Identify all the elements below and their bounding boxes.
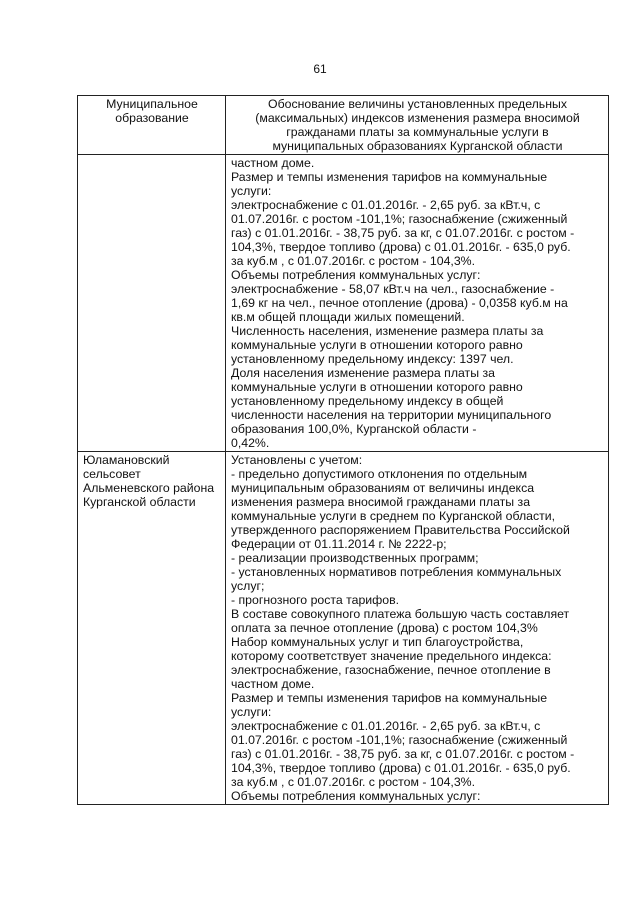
justification-line: Объемы потребления коммунальных услуг: [231, 268, 481, 282]
header-municipality [78, 96, 226, 155]
justification-line: коммунальные услуги в отношении которого равно [231, 338, 523, 352]
municipality-line: Курганской области [83, 495, 196, 509]
justification-line: 104,3%, твердое топливо (дрова) с 01.01.2016г. - 635,0 руб. [231, 240, 571, 254]
justification-line: Размер и темпы изменения тарифов на коммунальные [231, 691, 548, 705]
municipality-line: Альменевского района [83, 481, 215, 495]
justification-line: услуги: [231, 705, 272, 719]
justification-line: Размер и темпы изменения тарифов на коммунальные [231, 170, 548, 184]
justification-line: газ) с 01.01.2016г. - 38,75 руб. за кг, с 01.07.2016г. с ростом - [231, 747, 575, 761]
justification-line: газ) с 01.01.2016г. - 38,75 руб. за кг, с 01.07.2016г. с ростом - [231, 226, 575, 240]
justification-line: коммунальные услуги в среднем по Курганской области, [231, 509, 556, 523]
justification-line: образования 100,0%, Курганской области - [231, 422, 477, 436]
justification-line: численности населения на территории муниципального [231, 408, 552, 422]
justification-line: Федерации от 01.11.2014 г. № 2222-р; [231, 537, 447, 551]
justification-line: электроснабжение с 01.01.2016г. - 2,65 руб. за кВт.ч, с [231, 198, 541, 212]
justification-line: услуги: [231, 184, 272, 198]
table-header-row [78, 96, 609, 155]
table-row [78, 155, 609, 452]
justification-line: Набор коммунальных услуг и тип благоустройства, [231, 635, 524, 649]
justification-line: 1,69 кг на чел., печное отопление (дрова) - 0,0358 куб.м на [231, 296, 568, 310]
municipality-line: Юламановский [83, 453, 170, 467]
justification-line: - установленных нормативов потребления коммунальных [231, 565, 562, 579]
justification-line: электроснабжение - 58,07 кВт.ч на чел., газоснабжение - [231, 282, 555, 296]
municipality-cell [78, 452, 226, 805]
justification-line: коммунальные услуги в отношении которого равно [231, 380, 523, 394]
table-row [78, 452, 609, 805]
justification-line: 0,42%. [231, 436, 270, 450]
justification-line: - предельно допустимого отклонения по отдельным [231, 467, 528, 481]
justification-line: - прогнозного роста тарифов. [231, 593, 400, 607]
justification-line: установленному предельному индексу: 1397 чел. [231, 352, 514, 366]
justification-line: Установлены с учетом: [231, 453, 363, 467]
justification-line: 01.07.2016г. с ростом -101,1%; газоснабжение (сжиженный [231, 212, 568, 226]
justification-line: В составе совокупного платежа большую часть составляет [231, 607, 570, 621]
justification-line: Численность населения, изменение размера платы за [231, 324, 544, 338]
header-line: гражданами платы за коммунальные услуги в [286, 125, 549, 139]
justification-line: Доля населения изменение размера платы за [231, 366, 495, 380]
justification-line: утвержденного распоряжением Правительства Российской [231, 523, 570, 537]
justification-line: частном доме. [231, 156, 315, 170]
justification-line: которому соответствует значение предельного индекса: [231, 649, 552, 663]
justification-cell [226, 155, 609, 452]
justification-line: услуг; [231, 579, 265, 593]
justification-line: установленному предельному индексу в общей [231, 394, 504, 408]
municipality-line: сельсовет [83, 467, 141, 481]
justification-line: частном доме. [231, 677, 315, 691]
header-line: образование [115, 111, 189, 125]
header-line: (максимальных) индексов изменения размера вносимой [255, 111, 580, 125]
justification-line: за куб.м , с 01.07.2016г. с ростом - 104,3%. [231, 775, 476, 789]
justification-line: оплата за печное отопление (дрова) с ростом 104,3% [231, 621, 538, 635]
page-number: 61 [313, 62, 327, 76]
justification-line: изменения размера вносимой гражданами платы за [231, 495, 531, 509]
justification-line: - реализации производственных программ; [231, 551, 479, 565]
header-line: Обоснование величины установленных предельных [268, 97, 567, 111]
justification-line: за куб.м , с 01.07.2016г. с ростом - 104,3%. [231, 254, 476, 268]
header-line: Муниципальное [106, 97, 198, 111]
justification-cell [226, 452, 609, 805]
justification-line: электроснабжение с 01.01.2016г. - 2,65 руб. за кВт.ч, с [231, 719, 541, 733]
header-justification [226, 96, 609, 155]
municipality-cell [78, 155, 226, 452]
tariff-table [77, 95, 609, 805]
header-line: муниципальных образованиях Курганской области [272, 139, 563, 153]
justification-line: муниципальным образованиям от величины индекса [231, 481, 535, 495]
justification-line: Объемы потребления коммунальных услуг: [231, 789, 481, 803]
justification-line: 104,3%, твердое топливо (дрова) с 01.01.2016г. - 635,0 руб. [231, 761, 571, 775]
justification-line: электроснабжение, газоснабжение, печное отопление в [231, 663, 551, 677]
justification-line: 01.07.2016г. с ростом -101,1%; газоснабжение (сжиженный [231, 733, 568, 747]
justification-line: кв.м общей площади жилых помещений. [231, 310, 465, 324]
